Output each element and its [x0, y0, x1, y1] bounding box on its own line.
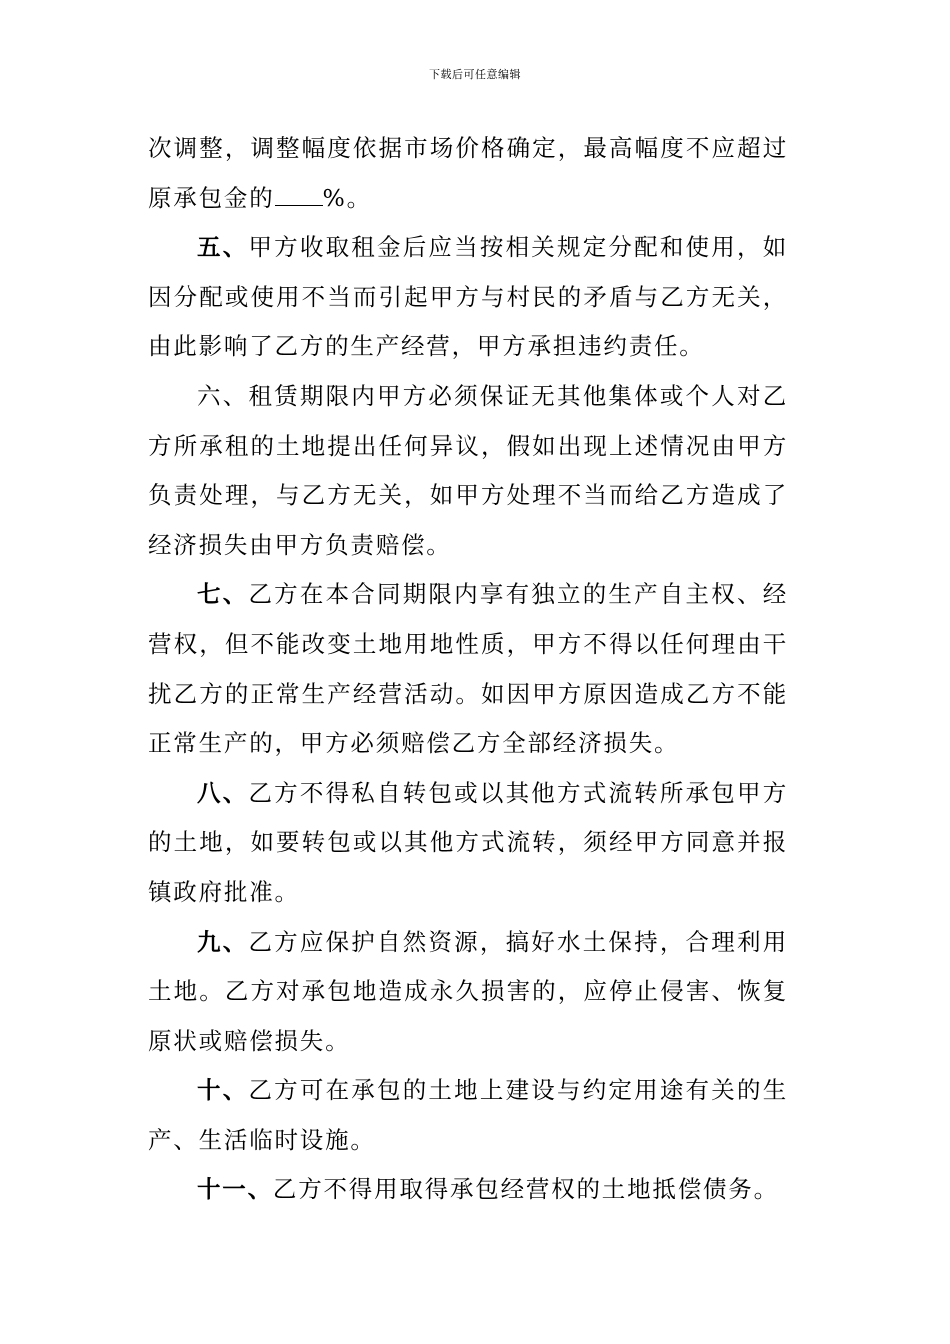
clause-text: 乙方不得私自转包或以其他方式流转所承包甲方的土地，如要转包或以其他方式流转，须经甲方同意并报镇政府批准。 — [148, 778, 788, 906]
clause-number: 十一、 — [197, 1175, 273, 1204]
clause-text: 租赁期限内甲方必须保证无其他集体或个人对乙方所承租的土地提出任何异议，假如出现上述情况由甲方负责处理，与乙方无关，如甲方处理不当而给乙方造成了经济损失由甲方负责赔偿。 — [148, 381, 788, 559]
clause-number: 七、 — [197, 580, 249, 609]
clause-text: 乙方不得用取得承包经营权的土地抵偿债务。 — [272, 1175, 779, 1204]
clause-number: 九、 — [197, 927, 249, 956]
page-header: 下载后可任意编辑 — [429, 68, 521, 81]
clause-text: 乙方在本合同期限内享有独立的生产自主权、经营权，但不能改变土地用地性质，甲方不得以任何理由干扰乙方的正常生产经营活动。如因甲方原因造成乙方不能正常生产的，甲方必须赔偿乙方全部经济损失。 — [148, 580, 788, 758]
clause-number: 五、 — [197, 233, 249, 262]
clause-9 — [148, 918, 788, 1067]
document-body — [148, 124, 788, 1215]
clause-number: 六、 — [197, 381, 249, 410]
clause-text: 乙方可在承包的土地上建设与约定用途有关的生产、生活临时设施。 — [148, 1076, 788, 1154]
clause-text: 乙方应保护自然资源，搞好水土保持，合理利用土地。乙方对承包地造成永久损害的，应停止侵害、恢复原状或赔偿损失。 — [148, 927, 788, 1055]
blank-field — [275, 185, 323, 206]
clause-5 — [148, 223, 788, 372]
clause-7 — [148, 570, 788, 768]
clause-10 — [148, 1066, 788, 1165]
paragraph-text: 次调整，调整幅度依据市场价格确定，最高幅度不应超过原承包金的 — [148, 134, 788, 212]
clause-text: 甲方收取租金后应当按相关规定分配和使用，如因分配或使用不当而引起甲方与村民的矛盾与乙方无关，由此影响了乙方的生产经营，甲方承担违约责任。 — [148, 233, 788, 361]
paragraph-text-end: %。 — [322, 183, 372, 212]
clause-6 — [148, 372, 788, 570]
clause-number: 十、 — [197, 1076, 249, 1105]
clause-number: 八、 — [197, 778, 249, 807]
clause-11 — [148, 1165, 788, 1215]
paragraph-continued — [148, 124, 788, 223]
clause-8 — [148, 769, 788, 918]
